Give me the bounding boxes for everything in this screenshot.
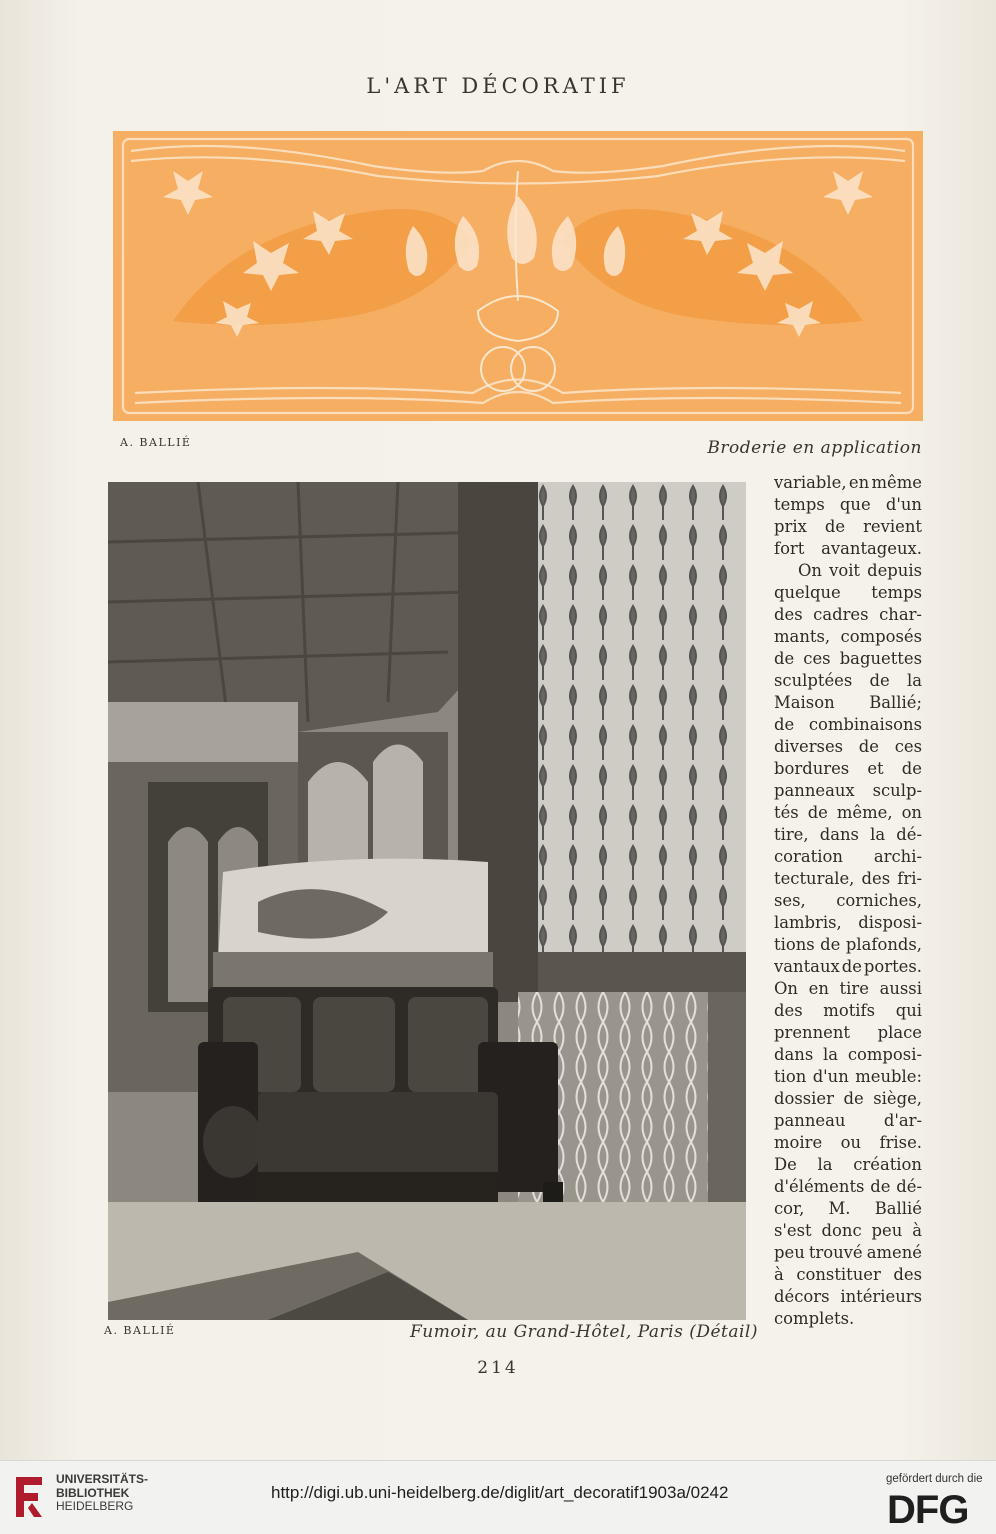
article-word: siège, — [873, 1089, 922, 1108]
article-word: même, — [836, 803, 893, 822]
article-word: en — [808, 979, 829, 998]
article-word: de — [858, 737, 879, 756]
article-word: la — [817, 1155, 833, 1174]
article-line — [774, 626, 922, 648]
article-word: revient — [863, 517, 922, 536]
article-word: quelque — [774, 583, 841, 602]
article-word: de — [820, 935, 841, 954]
embroidery-pattern — [113, 131, 923, 421]
article-word: fri- — [897, 869, 922, 888]
article-word: en — [848, 473, 870, 492]
article-line — [774, 1022, 922, 1044]
article-line — [774, 1044, 922, 1066]
article-word: tire — [839, 979, 869, 998]
article-word: d'éléments — [774, 1177, 865, 1196]
article-word: aussi — [879, 979, 922, 998]
article-line — [774, 846, 922, 868]
article-line — [774, 890, 922, 912]
viewer-footer — [0, 1460, 996, 1534]
article-word: tecturale, — [774, 869, 855, 888]
article-word: combinaisons — [808, 715, 922, 734]
article-line — [774, 824, 922, 846]
article-word: de — [869, 671, 890, 690]
article-word: fort — [774, 539, 805, 558]
article-word: avantageux. — [821, 539, 922, 558]
article-word: la — [906, 671, 922, 690]
article-line — [774, 494, 922, 516]
dfg-logo — [887, 1489, 983, 1527]
article-line — [774, 1286, 922, 1308]
article-line — [774, 670, 922, 692]
embroidery-plate — [113, 131, 923, 421]
article-word: même — [871, 473, 922, 492]
article-word: cor, — [774, 1199, 805, 1218]
article-word: la — [823, 1045, 839, 1064]
article-word: voit — [829, 561, 861, 580]
article-word: composés — [840, 627, 922, 646]
article-word: à — [774, 1265, 784, 1284]
article-word: ces — [894, 737, 922, 756]
article-line — [774, 1066, 922, 1088]
article-word: temps — [871, 583, 922, 602]
article-line — [774, 538, 922, 560]
article-word: sculptées — [774, 671, 853, 690]
article-line — [774, 934, 922, 956]
library-name-line1: UNIVERSITÄTS- — [56, 1472, 149, 1486]
article-word: plafonds, — [845, 935, 922, 954]
article-line — [774, 560, 922, 582]
article-word: prix — [774, 517, 807, 536]
article-word: de — [870, 1177, 891, 1196]
article-word: corniches, — [836, 891, 922, 910]
article-line — [774, 780, 922, 802]
article-word: de — [843, 1089, 864, 1108]
article-line — [774, 1308, 922, 1330]
article-word: moire — [774, 1133, 823, 1152]
permalink-url[interactable]: http://digi.ub.uni-heidelberg.de/diglit/art_decoratif1903a/0242 — [271, 1483, 729, 1502]
running-head: L'ART DÉCORATIF — [366, 74, 630, 98]
article-word: De — [774, 1155, 797, 1174]
article-word: depuis — [867, 561, 922, 580]
article-line — [774, 956, 922, 978]
library-name-line2: BIBLIOTHEK — [56, 1485, 130, 1500]
article-word: de — [824, 517, 846, 536]
article-word: à — [912, 1221, 922, 1240]
article-word: des — [774, 605, 803, 624]
article-word: lambris, — [774, 913, 842, 932]
article-word: peu — [774, 1243, 805, 1262]
article-word: dé- — [896, 825, 922, 844]
article-word: de — [841, 957, 862, 976]
plate-credit-photo: A. BALLIÉ — [104, 1324, 176, 1337]
article-word: d'ar- — [883, 1111, 922, 1130]
article-word: décors — [774, 1287, 830, 1306]
article-line — [774, 1088, 922, 1110]
article-word: tés — [774, 803, 799, 822]
article-word: meuble: — [855, 1067, 922, 1086]
article-word: char- — [879, 605, 922, 624]
article-word: coration — [774, 847, 843, 866]
article-line — [774, 1220, 922, 1242]
article-word: Maison — [774, 693, 835, 712]
article-line — [774, 604, 922, 626]
article-word: tions — [774, 935, 815, 954]
article-word: panneaux — [774, 781, 855, 800]
article-word: variable, — [774, 473, 847, 492]
article-word: la — [870, 825, 886, 844]
dfg-logo-text: DFG — [887, 1489, 969, 1527]
article-word: place — [877, 1023, 922, 1042]
article-word: dans — [819, 825, 859, 844]
article-line — [774, 1198, 922, 1220]
article-word: de — [901, 759, 922, 778]
article-line — [774, 582, 922, 604]
article-line — [774, 1242, 922, 1264]
fumoir-photograph — [108, 482, 746, 1320]
article-word: de — [774, 649, 795, 668]
article-word: Ballié — [874, 1199, 922, 1218]
article-line — [774, 912, 922, 934]
library-name-line3: HEIDELBERG — [56, 1499, 134, 1513]
article-line — [774, 1154, 922, 1176]
article-word: portes. — [863, 957, 922, 976]
article-word: on — [901, 803, 922, 822]
article-word: constituer — [796, 1265, 881, 1284]
article-word: trouvé — [808, 1243, 863, 1262]
article-word: de — [807, 803, 828, 822]
article-word: tion — [774, 1067, 807, 1086]
article-word: archi- — [873, 847, 922, 866]
plate-caption-top: Broderie en application — [707, 438, 922, 458]
article-word: des — [861, 869, 891, 888]
university-library-logo-icon — [12, 1473, 46, 1521]
article-word: ses, — [774, 891, 806, 910]
article-word: des — [774, 1001, 803, 1020]
article-line — [774, 714, 922, 736]
article-word: motifs — [823, 1001, 876, 1020]
article-word: donc — [821, 1221, 862, 1240]
article-line — [774, 868, 922, 890]
article-word: prennent — [774, 1023, 850, 1042]
article-word: de — [774, 715, 795, 734]
article-word: qui — [895, 1001, 922, 1020]
article-line — [774, 692, 922, 714]
article-word: tire, — [774, 825, 809, 844]
article-word: des — [893, 1265, 922, 1284]
article-word: mants, — [774, 627, 831, 646]
article-word: peu — [871, 1221, 903, 1240]
article-line — [774, 1264, 922, 1286]
article-line — [774, 1110, 922, 1132]
article-word: complets. — [774, 1309, 855, 1328]
article-line — [774, 758, 922, 780]
article-word: On — [798, 561, 822, 580]
article-text — [774, 472, 922, 1330]
article-line — [774, 736, 922, 758]
article-line — [774, 648, 922, 670]
article-word: Ballié; — [869, 693, 922, 712]
plate-credit-top: A. BALLIÉ — [120, 436, 192, 449]
article-word: que — [839, 495, 871, 514]
article-line — [774, 472, 922, 494]
article-word: amené — [866, 1243, 922, 1262]
article-word: frise. — [879, 1133, 922, 1152]
article-word: M. — [828, 1199, 851, 1218]
article-word: ou — [840, 1133, 862, 1152]
article-word: diverses — [774, 737, 844, 756]
article-word: et — [867, 759, 884, 778]
article-line — [774, 1132, 922, 1154]
sponsor-label: gefördert durch die — [886, 1473, 983, 1485]
article-word: temps — [774, 495, 825, 514]
article-word: sculp- — [872, 781, 922, 800]
article-word: bordures — [774, 759, 850, 778]
article-line — [774, 1176, 922, 1198]
article-line — [774, 1000, 922, 1022]
article-word: vantaux — [774, 957, 840, 976]
fumoir-photo-illustration — [108, 482, 746, 1320]
article-line — [774, 516, 922, 538]
article-word: d'un — [812, 1067, 849, 1086]
article-word: création — [853, 1155, 922, 1174]
article-line — [774, 802, 922, 824]
article-word: dossier — [774, 1089, 834, 1108]
article-word: dans — [774, 1045, 814, 1064]
article-word: composi- — [847, 1045, 922, 1064]
library-name — [56, 1473, 148, 1514]
article-word: disposi- — [858, 913, 922, 932]
article-word: panneau — [774, 1111, 846, 1130]
article-word: On — [774, 979, 798, 998]
article-word: cadres — [813, 605, 869, 624]
article-word: baguettes — [839, 649, 922, 668]
article-word: s'est — [774, 1221, 812, 1240]
article-word: ces — [803, 649, 831, 668]
article-word: d'un — [885, 495, 922, 514]
plate-caption-photo: Fumoir, au Grand-Hôtel, Paris (Détail) — [410, 1322, 759, 1342]
article-word: dé- — [896, 1177, 922, 1196]
page-number: 214 — [477, 1358, 519, 1378]
article-word: intérieurs — [840, 1287, 922, 1306]
article-line — [774, 978, 922, 1000]
